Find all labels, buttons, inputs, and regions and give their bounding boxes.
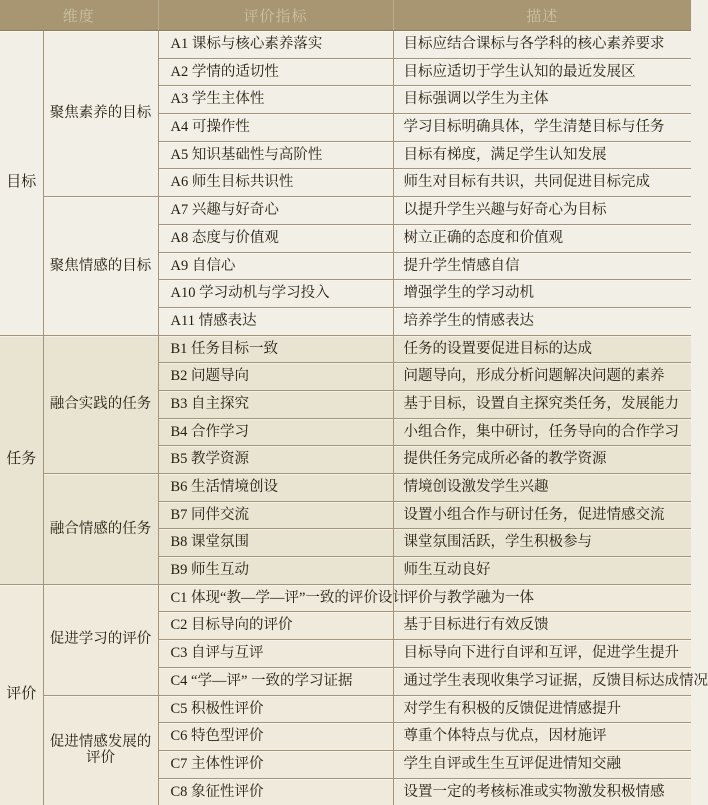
description-cell: 尊重个体特点与优点，因材施评 <box>393 723 691 751</box>
table-row <box>0 31 691 59</box>
indicator-cell: A4 可操作性 <box>158 114 393 142</box>
description-cell: 设置小组合作与研讨任务，促进情感交流 <box>393 501 691 529</box>
description-cell: 提供任务完成所必备的教学资源 <box>393 446 691 474</box>
description-cell: 目标有梯度，满足学生认知发展 <box>393 141 691 169</box>
indicator-cell: C2 目标导向的评价 <box>158 612 393 640</box>
indicator-cell: B8 课堂氛围 <box>158 529 393 557</box>
dimension-cell-tasks: 任务 <box>0 335 43 584</box>
description-cell: 课堂氛围活跃，学生积极参与 <box>393 529 691 557</box>
description-cell: 目标应结合课标与各学科的核心素养要求 <box>393 31 691 59</box>
description-cell: 培养学生的情感表达 <box>393 307 691 335</box>
description-cell: 师生对目标有共识，共同促进目标完成 <box>393 169 691 197</box>
indicator-cell: B9 师生互动 <box>158 557 393 585</box>
table-header <box>0 0 691 31</box>
indicator-cell: C4 “学—评” 一致的学习证据 <box>158 667 393 695</box>
indicator-cell: C5 积极性评价 <box>158 695 393 723</box>
indicator-cell: B2 问题导向 <box>158 363 393 391</box>
description-cell: 小组合作，集中研讨，任务导向的合作学习 <box>393 418 691 446</box>
description-cell: 学生自评或生生互评促进情知交融 <box>393 750 691 778</box>
table-row <box>0 197 691 225</box>
table-row <box>0 335 691 363</box>
table-row <box>0 474 691 502</box>
description-cell: 情境创设激发学生兴趣 <box>393 474 691 502</box>
column-header-dimension: 维度 <box>0 0 158 31</box>
description-cell: 基于目标，设置自主探究类任务，发展能力 <box>393 390 691 418</box>
table-row <box>0 584 691 612</box>
description-cell: 对学生有积极的反馈促进情感提升 <box>393 695 691 723</box>
description-cell: 基于目标进行有效反馈 <box>393 612 691 640</box>
dimension-cell-goals: 目标 <box>0 31 43 336</box>
indicator-cell: A10 学习动机与学习投入 <box>158 280 393 308</box>
column-header-description: 描述 <box>393 0 691 31</box>
header-row <box>0 0 691 31</box>
indicator-cell: A7 兴趣与好奇心 <box>158 197 393 225</box>
indicator-cell: A3 学生主体性 <box>158 86 393 114</box>
table-row <box>0 695 691 723</box>
indicator-cell: A8 态度与价值观 <box>158 224 393 252</box>
indicator-cell: C8 象征性评价 <box>158 778 393 805</box>
indicator-cell: A6 师生目标共识性 <box>158 169 393 197</box>
description-cell: 任务的设置要促进目标的达成 <box>393 335 691 363</box>
description-cell: 提升学生情感自信 <box>393 252 691 280</box>
indicator-cell: B4 合作学习 <box>158 418 393 446</box>
description-cell: 学习目标明确具体，学生清楚目标与任务 <box>393 114 691 142</box>
indicator-cell: A1 课标与核心素养落实 <box>158 31 393 59</box>
description-cell: 目标强调以学生为主体 <box>393 86 691 114</box>
indicator-cell: C1 体现“教—学—评”一致的评价设计 <box>158 584 393 612</box>
indicator-cell: A11 情感表达 <box>158 307 393 335</box>
group-cell-emotion-evaluation: 促进情感发展的评价 <box>43 695 158 805</box>
description-cell: 师生互动良好 <box>393 557 691 585</box>
description-cell: 通过学生表现收集学习证据，反馈目标达成情况 <box>393 667 691 695</box>
description-cell: 增强学生的学习动机 <box>393 280 691 308</box>
description-cell: 目标导向下进行自评和互评，促进学生提升 <box>393 640 691 668</box>
indicator-cell: B5 教学资源 <box>158 446 393 474</box>
description-cell: 树立正确的态度和价值观 <box>393 224 691 252</box>
indicator-cell: C7 主体性评价 <box>158 750 393 778</box>
description-cell: 设置一定的考核标准或实物激发积极情感 <box>393 778 691 805</box>
group-cell-competency-goals: 聚焦素养的目标 <box>43 31 158 197</box>
indicator-cell: A9 自信心 <box>158 252 393 280</box>
description-cell: 问题导向，形成分析问题解决问题的素养 <box>393 363 691 391</box>
indicator-cell: B6 生活情境创设 <box>158 474 393 502</box>
group-cell-learning-evaluation: 促进学习的评价 <box>43 584 158 695</box>
description-cell: 评价与教学融为一体 <box>393 584 691 612</box>
description-cell: 目标应适切于学生认知的最近发展区 <box>393 58 691 86</box>
column-header-indicator: 评价指标 <box>158 0 393 31</box>
indicator-cell: A5 知识基础性与高阶性 <box>158 141 393 169</box>
indicator-cell: B1 任务目标一致 <box>158 335 393 363</box>
indicator-cell: B3 自主探究 <box>158 390 393 418</box>
description-cell: 以提升学生兴趣与好奇心为目标 <box>393 197 691 225</box>
group-cell-practice-tasks: 融合实践的任务 <box>43 335 158 473</box>
group-cell-emotion-goals: 聚焦情感的目标 <box>43 197 158 335</box>
indicator-cell: C3 自评与互评 <box>158 640 393 668</box>
dimension-cell-evaluation: 评价 <box>0 584 43 805</box>
group-cell-emotion-tasks: 融合情感的任务 <box>43 474 158 585</box>
indicator-cell: B7 同伴交流 <box>158 501 393 529</box>
indicator-cell: A2 学情的适切性 <box>158 58 393 86</box>
indicator-cell: C6 特色型评价 <box>158 723 393 751</box>
